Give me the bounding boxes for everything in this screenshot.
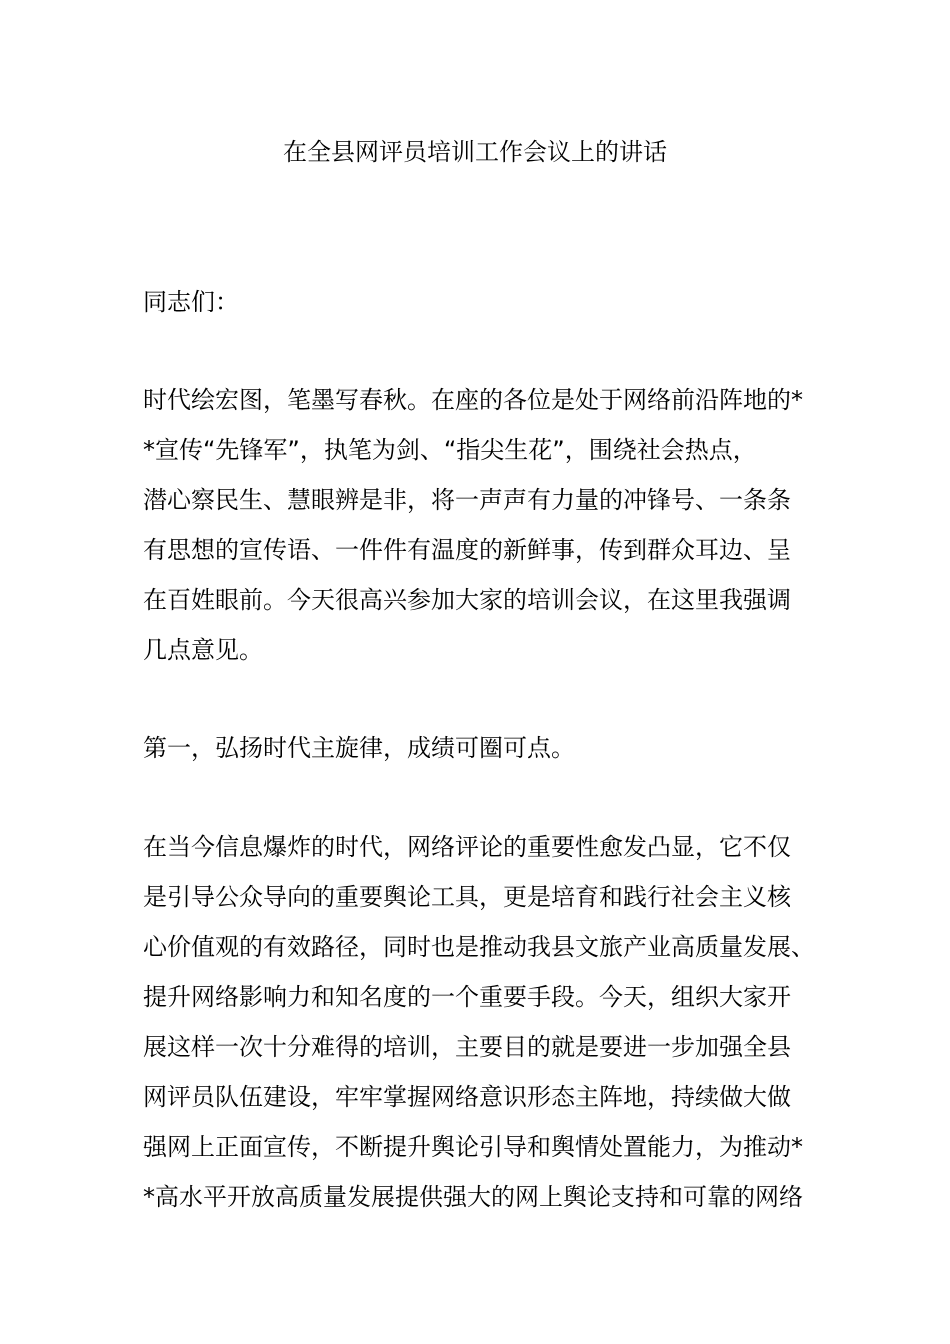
section1-line-4: 提升网络影响力和知名度的一个重要手段。今天，组织大家开	[143, 983, 791, 1011]
intro-line-2: *宣传“先锋军”，执笔为剑、“指尖生花”，围绕社会热点，	[143, 436, 757, 464]
intro-line-3: 潜心察民生、慧眼辨是非，将一声声有力量的冲锋号、一条条	[143, 486, 791, 514]
section1-line-3: 心价值观的有效路径，同时也是推动我县文旅产业高质量发展、	[143, 933, 815, 961]
section1-line-7: 强网上正面宣传，不断提升舆论引导和舆情处置能力，为推动*	[143, 1133, 803, 1161]
section1-line-6: 网评员队伍建设，牢牢掌握网络意识形态主阵地，持续做大做	[143, 1083, 791, 1111]
document-title: 在全县网评员培训工作会议上的讲话	[283, 138, 667, 166]
intro-line-5: 在百姓眼前。今天很高兴参加大家的培训会议，在这里我强调	[143, 586, 791, 614]
section1-heading: 第一，弘扬时代主旋律，成绩可圈可点。	[143, 734, 575, 762]
intro-line-6: 几点意见。	[143, 636, 263, 664]
section1-line-1: 在当今信息爆炸的时代，网络评论的重要性愈发凸显，它不仅	[143, 833, 791, 861]
salutation: 同志们：	[143, 288, 239, 316]
section1-line-8: *高水平开放高质量发展提供强大的网上舆论支持和可靠的网络	[143, 1183, 803, 1211]
intro-line-4: 有思想的宣传语、一件件有温度的新鲜事，传到群众耳边、呈	[143, 536, 791, 564]
section1-line-2: 是引导公众导向的重要舆论工具，更是培育和践行社会主义核	[143, 883, 791, 911]
section1-line-5: 展这样一次十分难得的培训，主要目的就是要进一步加强全县	[143, 1033, 791, 1061]
intro-line-1: 时代绘宏图，笔墨写春秋。在座的各位是处于网络前沿阵地的*	[143, 386, 803, 414]
